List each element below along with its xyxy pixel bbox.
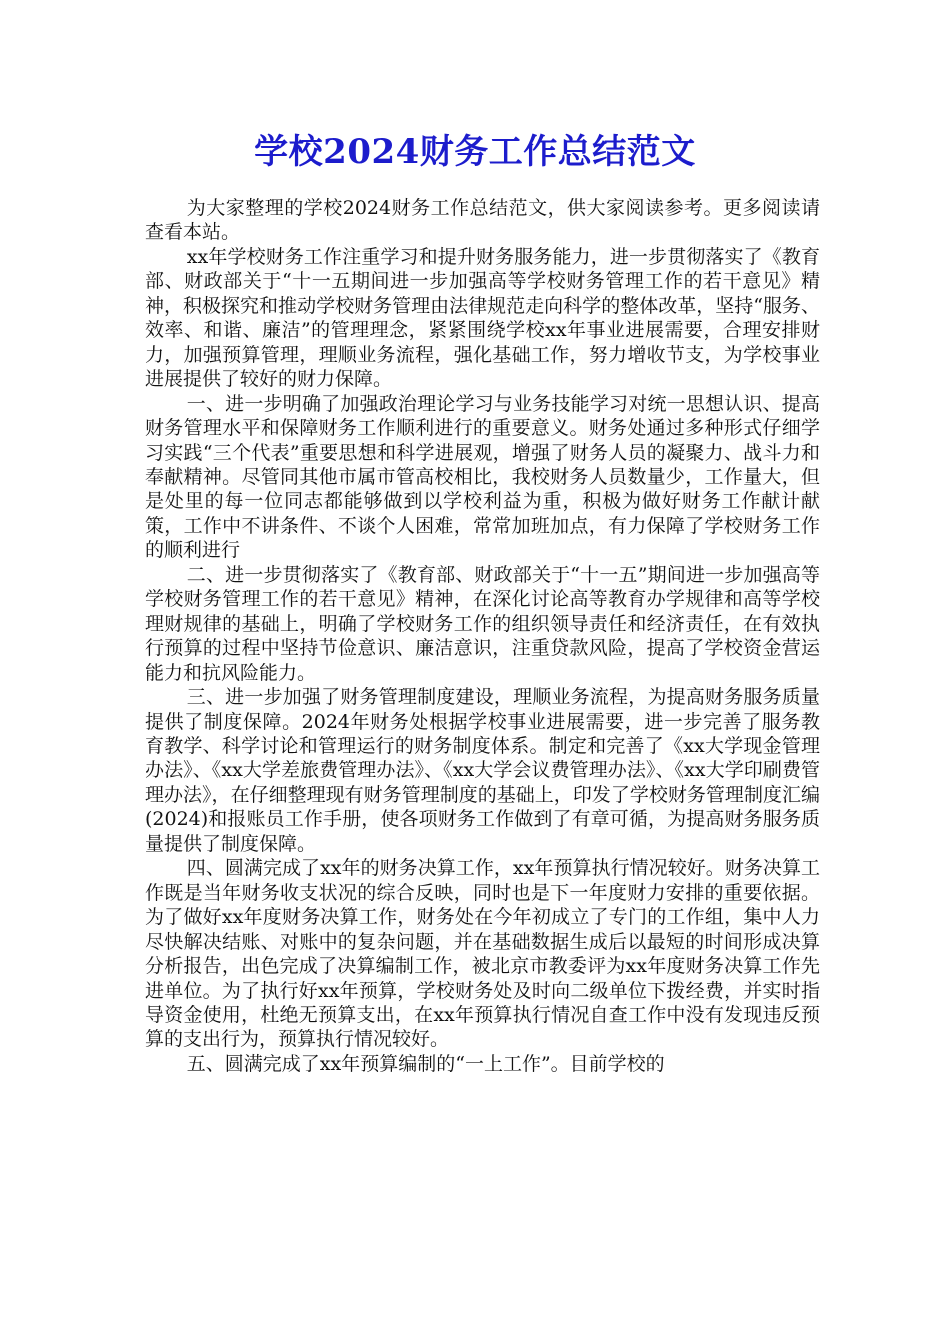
paragraph-intro: 为大家整理的学校2024财务工作总结范文，供大家阅读参考。更多阅读请查看本站。 bbox=[145, 197, 820, 244]
paragraph-section-2: 二、进一步贯彻落实了《教育部、财政部关于“十一五”期间进一步加强高等学校财务管理工作的若干意见》精神，在深化讨论高等教育办学规律和高等学校理财规律的基础上，明确了学校财务工作的组织领导责任和经济责任，在有效执行预算的过程中坚持节俭意识、廉洁意识，注重贷款风险，提高了学校资金营运能力和抗风险能力。 bbox=[145, 563, 820, 684]
document-title: 学校2024财务工作总结范文 bbox=[254, 132, 696, 172]
paragraph-section-1: 一、进一步明确了加强政治理论学习与业务技能学习对统一思想认识、提高财务管理水平和保障财务工作顺利进行的重要意义。财务处通过多种形式仔细学习实践“三个代表”重要思想和科学进展观，增强了财务人员的凝聚力、战斗力和奉献精神。尽管同其他市属市管高校相比，我校财务人员数量少，工作量大，但是处里的每一位同志都能够做到以学校利益为重，积极为做好财务工作献计献策，工作中不讲条件、不谈个人困难，常常加班加点，有力保障了学校财务工作的顺利进行 bbox=[145, 392, 820, 562]
document-body bbox=[145, 196, 820, 1076]
paragraph-section-5: 五、圆满完成了xx年预算编制的“一上工作”。目前学校的 bbox=[186, 1052, 665, 1075]
paragraph-section-4: 四、圆满完成了xx年的财务决算工作，xx年预算执行情况较好。财务决算工作既是当年财务收支状况的综合反映，同时也是下一年度财力安排的重要依据。为了做好xx年度财务决算工作，财务处在今年初成立了专门的工作组，集中人力尽快解决结账、对账中的复杂问题，并在基础数据生成后以最短的时间形成决算分析报告，出色完成了决算编制工作，被北京市教委评为xx年度财务决算工作先进单位。为了执行好xx年预算，学校财务处及时向二级单位下拨经费，并实时指导资金使用，杜绝无预算支出，在xx年预算执行情况自查工作中没有发现违反预算的支出行为，预算执行情况较好。 bbox=[145, 857, 820, 1051]
paragraph-overview: xx年学校财务工作注重学习和提升财务服务能力，进一步贯彻落实了《教育部、财政部关于“十一五期间进一步加强高等学校财务管理工作的若干意见》精神，积极探究和推动学校财务管理由法律规范走向科学的整体改革，坚持“服务、效率、和谐、廉洁”的管理理念，紧紧围绕学校xx年事业进展需要，合理安排财力，加强预算管理，理顺业务流程，强化基础工作，努力增收节支，为学校事业进展提供了较好的财力保障。 bbox=[145, 245, 820, 391]
paragraph-section-3: 三、进一步加强了财务管理制度建设，理顺业务流程，为提高财务服务质量提供了制度保障。2024年财务处根据学校事业进展需要，进一步完善了服务教育教学、科学讨论和管理运行的财务制度体系。制定和完善了《xx大学现金管理办法》、《xx大学差旅费管理办法》、《xx大学会议费管理办法》、《xx大学印刷费管理办法》，在仔细整理现有财务管理制度的基础上，印发了学校财务管理制度汇编(2024)和报账员工作手册，使各项财务工作做到了有章可循，为提高财务服务质量提供了制度保障。 bbox=[145, 686, 820, 855]
